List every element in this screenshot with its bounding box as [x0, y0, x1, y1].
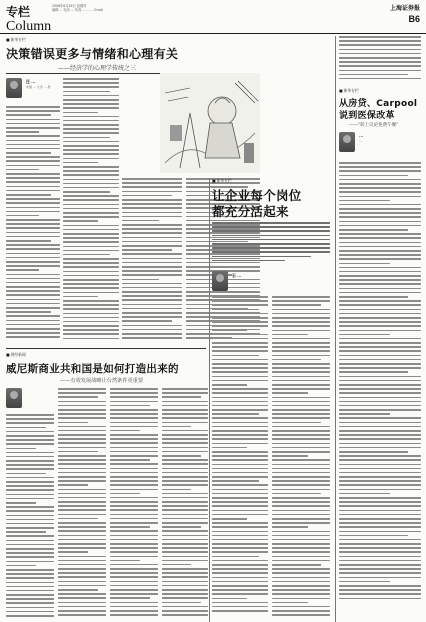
middle-article-body-col2	[272, 296, 330, 622]
right-article-subhead: ——"转上议论免费午餐"	[349, 123, 399, 128]
section-title	[6, 3, 51, 35]
author-name: 汪 ...	[26, 79, 36, 84]
editor-contact: 编辑 ... 电话 ... 传真 ... ... ... Email	[52, 8, 104, 13]
middle-column-divider	[209, 178, 210, 622]
bottom-article-body-col3	[110, 388, 158, 622]
middle-article-headline-2: 都充分活起来	[212, 204, 289, 219]
left-article-body-col2	[63, 78, 119, 344]
issue-date: 2008年6月26日 星期四	[52, 4, 87, 8]
paper-brand	[390, 3, 420, 24]
left-article-headline: 决策错误更多与情绪和心理有关	[6, 47, 179, 61]
bottom-article-tag: ■ 财经新闻	[6, 352, 26, 358]
left-article-subhead: ——经济学的心理学传统之三	[58, 65, 137, 72]
left-article-tag: ■ 新华专栏	[6, 37, 26, 43]
right-article-author	[339, 132, 421, 156]
middle-article-headline-1: 让企业每个岗位	[212, 188, 302, 203]
right-column-divider	[335, 36, 336, 622]
bottom-article-body-col1	[6, 414, 54, 622]
middle-article-tag: ■ 新华专栏	[212, 178, 232, 184]
right-article-tag: ■ 新华专栏	[339, 88, 359, 94]
paper-name: 上海证券报	[389, 5, 420, 12]
middle-article-body-col1	[212, 296, 268, 622]
bottom-article-author	[6, 388, 56, 412]
right-article-lead-top	[339, 36, 421, 84]
left-article-body-col1	[6, 106, 60, 344]
article-illustration	[160, 73, 260, 173]
right-article-body	[339, 162, 421, 622]
section-title-cn: 专栏	[6, 5, 31, 19]
right-article-headline-1: 从房贷、Carpool	[339, 99, 418, 109]
page-number: B6	[408, 14, 420, 24]
left-article-body-col3	[122, 178, 182, 344]
section-title-en: Column	[6, 19, 52, 34]
author-desc: ...	[359, 139, 362, 143]
bottom-article-body-col2	[58, 388, 106, 622]
author-photo	[6, 388, 22, 408]
bottom-article-body-col4	[162, 388, 208, 622]
author-photo	[6, 78, 22, 98]
masthead	[0, 0, 426, 34]
bottom-article-subhead: ——有效发展战略让台然条件更重要	[60, 378, 144, 384]
bottom-article-rule	[6, 348, 206, 349]
bottom-article-headline: 威尼斯商业共和国是如何打造出来的	[6, 363, 179, 375]
middle-article-lead	[212, 222, 330, 268]
right-article-headline-2: 说到医保改革	[339, 111, 395, 121]
author-desc: 中国 ... 大学 ... 授	[26, 85, 51, 89]
author-name: 石 ...	[232, 273, 242, 278]
author-photo	[212, 271, 228, 291]
illustration-graphic	[160, 73, 260, 173]
issue-meta	[52, 4, 212, 13]
left-article-author	[6, 78, 56, 102]
author-photo	[339, 132, 355, 152]
author-name: ...	[359, 133, 364, 138]
middle-article-author	[212, 270, 330, 292]
